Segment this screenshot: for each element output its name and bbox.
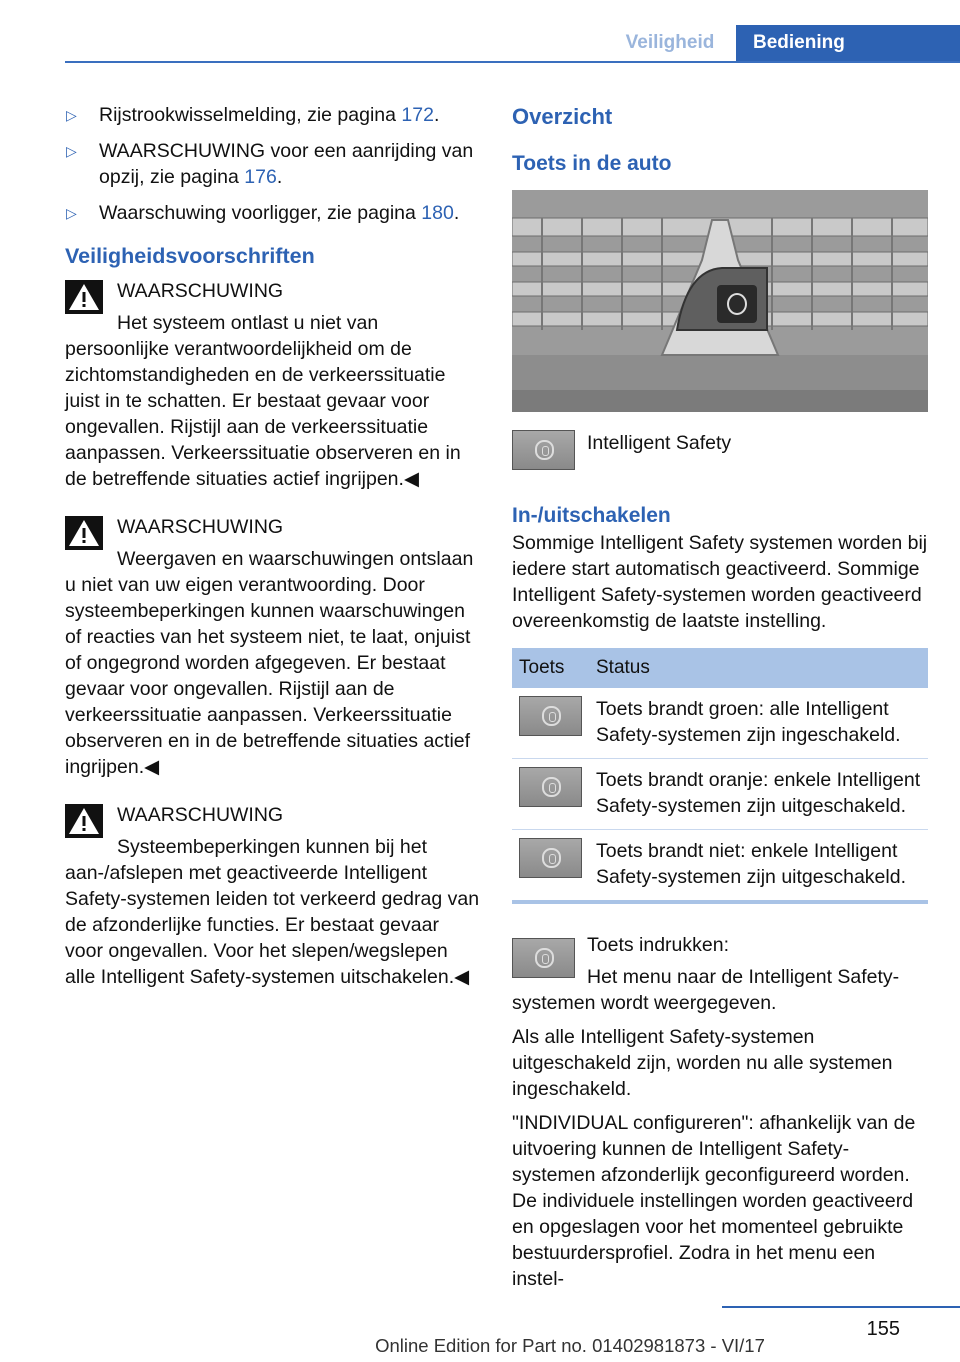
status-table [512,648,928,904]
onoff-text: Sommige Intelligent Safety systemen worden bij iedere start automatisch geactiveerd. Sommige Intelligent Safety-systemen worden geactiveerd overeenkomstig de laatste instelling. [512,532,928,632]
list-item [65,200,480,226]
press-title: Toets indrukken: [587,934,729,956]
tab-bediening[interactable]: Bediening [736,25,960,63]
overview-title: Overzicht [512,104,613,129]
warning-triangle-icon [65,280,103,314]
triangle-bullet-icon: ▷ [66,107,77,123]
left-column [65,102,480,1012]
button-legend [512,430,928,472]
page-number: 155 [866,1318,900,1340]
list-item-text: Waarschuwing voorligger, zie pagina [99,202,422,224]
subsection-title: In-/uitschakelen [512,504,671,527]
press-instruction [512,932,928,1016]
intelligent-safety-button-icon [519,767,582,807]
warning-block [65,278,480,492]
table-cell: Toets brandt niet: enkele Intelligent Safety-systemen zijn uitgeschakeld. [596,830,928,903]
triangle-bullet-icon: ▷ [66,143,77,159]
page-link[interactable]: 180 [421,202,454,224]
footer-rule [722,1306,960,1308]
section-title: Veiligheidsvoorschriften [65,244,315,268]
warning-body: Systeembeperkingen kunnen bij het aan-/afslepen met geactiveerde Intelligent Safety-systemen leiden tot verkeerd gedrag van de afzonderlijke functies. Er bestaat gevaar voor ongevallen. Voor het slepen/wegslepen alle Intelligent Safety-systemen uitschakelen.◀ [65,836,480,988]
list-item-text: Rijstrookwisselmelding, zie pagina [99,104,402,126]
punctuation: . [276,166,283,188]
table-row [512,830,928,903]
tab-veiligheid[interactable]: Veiligheid [625,32,715,53]
intelligent-safety-button-icon [512,430,575,470]
edition-note: Online Edition for Part no. 01402981873 - VI/17 [375,1335,765,1356]
intelligent-safety-button-icon [519,838,582,878]
warning-triangle-icon [65,804,103,838]
punctuation: . [453,202,460,224]
table-header: Status [596,648,928,688]
table-cell: Toets brandt oranje: enkele Intelligent Safety-systemen zijn uitgeschakeld. [596,759,928,830]
dashboard-button-photo [512,190,928,412]
press-body: Het menu naar de Intelligent Safety-systemen wordt weergegeven. [512,966,900,1014]
page-header [0,25,960,63]
warning-title: WAARSCHUWING [117,804,284,826]
header-rule [65,61,960,63]
page-link[interactable]: 172 [401,104,434,126]
warning-body: Het systeem ontlast u niet van persoonlijke verantwoordelijkheid om de zichtomstandigheden en de verkeerssituatie juist in te schatten. Er bestaat gevaar voor ongevallen. Rijstijl aan de verkeerssituatie aanpassen. Verkeerssituatie observeren en in de betreffende situaties actief ingrijpen.◀ [65,312,461,490]
punctuation: . [433,104,440,126]
table-cell: Toets brandt groen: alle Intelligent Safety-systemen zijn ingeschakeld. [596,688,928,759]
table-row [512,759,928,830]
warning-triangle-icon [65,516,103,550]
warning-block [65,802,480,990]
page-link[interactable]: 176 [244,166,277,188]
list-item [65,138,480,190]
warning-title: WAARSCHUWING [117,280,284,302]
list-item-text: WAARSCHUWING voor een aanrijding van opzij, zie pagina [99,140,474,188]
table-row [512,688,928,759]
list-item [65,102,480,128]
subsection-title: Toets in de auto [512,152,672,175]
intelligent-safety-button-icon [519,696,582,736]
warning-block [65,514,480,780]
table-header: Toets [512,648,596,688]
paragraph: "INDIVIDUAL configureren": afhankelijk van de uitvoering kunnen de Intelligent Safety-systemen afzonderlijk geconfigureerd worden. De individuele instellingen worden geactiveerd en opgeslagen voor het momenteel gebruikte bestuurdersprofiel. Zodra in het menu een instel- [512,1112,916,1290]
paragraph: Als alle Intelligent Safety-systemen uitgeschakeld zijn, worden nu alle systemen ingeschakeld. [512,1026,893,1100]
button-caption: Intelligent Safety [587,432,732,454]
intelligent-safety-button-icon [512,938,575,978]
console-illustration [512,190,928,412]
warning-title: WAARSCHUWING [117,516,284,538]
triangle-bullet-icon: ▷ [66,205,77,221]
right-column [512,102,928,1300]
warning-body: Weergaven en waarschuwingen ontslaan u niet van uw eigen verantwoording. Door systeembeperkingen kunnen waarschuwingen of reacties van het systeem niet, te laat, onjuist of ongegrond worden afgegeven. Er bestaat gevaar voor ongevallen. Rijstijl aan de verkeerssituatie aanpassen. Verkeerssituatie observeren en in de betreffende situaties actief ingrijpen.◀ [65,548,474,778]
